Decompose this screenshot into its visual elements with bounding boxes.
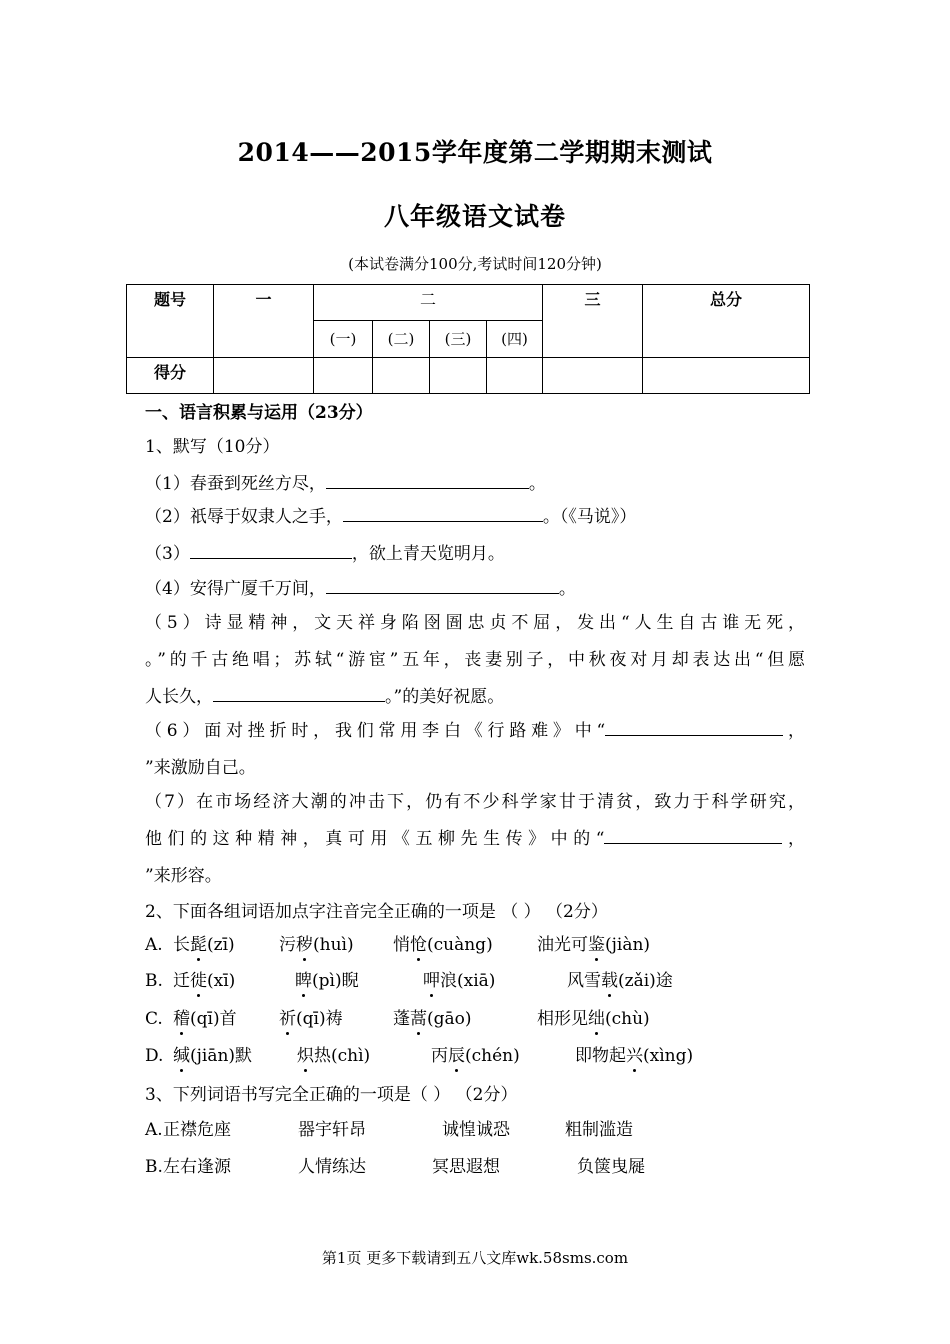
header-cell-san: 三 xyxy=(543,285,643,358)
q3-option-b[interactable]: B.左右逢源 人情练达 冥思遐想 负箧曳屣 xyxy=(145,1157,645,1177)
score-cell-er-3[interactable] xyxy=(430,357,487,393)
answer-blank[interactable] xyxy=(326,470,529,489)
q2-option-c[interactable]: C. 稽(qī)首 祈(qī)祷 蓬蒿(gāo) 相形见绌(chù) xyxy=(145,1009,650,1029)
exam-note: (本试卷满分100分,考试时间120分钟) xyxy=(348,255,602,273)
q1-item-4: （4）安得广厦千万间， 。 xyxy=(145,574,576,599)
answer-blank[interactable] xyxy=(605,717,783,736)
header-cell-yi: 一 xyxy=(214,285,314,358)
score-cell-er-2[interactable] xyxy=(373,357,430,393)
q1-item-5-line3: 人长久， 。”的美好祝愿。 xyxy=(145,682,504,707)
answer-blank[interactable] xyxy=(190,540,352,559)
header-cell-zongfen: 总分 xyxy=(643,285,810,358)
q1-item-5-line2: 。”的千古绝唱；苏轼“游宦”五年，丧妻别子，中秋夜对月却表达出“但愿 xyxy=(145,650,805,670)
answer-blank[interactable] xyxy=(213,683,385,702)
q1-item-7-line3: ”来形容。 xyxy=(145,866,222,886)
q1-item-1: （1）春蚕到死丝方尽， 。 xyxy=(145,469,546,494)
score-cell-san[interactable] xyxy=(543,357,643,393)
subheader-cell-1: (一) xyxy=(314,321,373,357)
answer-blank[interactable] xyxy=(604,825,782,844)
q1-item-5-line1: （5）诗显精神，文天祥身陷囹圄忠贞不屈，发出“人生自古谁无死， xyxy=(145,613,805,633)
q1-item-7-line2: 他们的这种精神，真可用《五柳先生传》中的“ ， xyxy=(145,824,805,849)
q3-title: 3、下列词语书写完全正确的一项是（ ） （2分） xyxy=(145,1085,518,1105)
page-footer: 第1页 更多下载请到五八文库wk.58sms.com xyxy=(321,1249,629,1267)
answer-blank[interactable] xyxy=(343,503,543,522)
q2-option-b[interactable]: B. 迁徙(xī) 睥(pì)睨 呷浪(xiā) 风雪载(zǎi)途 xyxy=(145,971,673,991)
header-cell-er: 二 xyxy=(314,285,543,321)
q1-item-3: （3） ，欲上青天览明月。 xyxy=(145,539,505,564)
q2-title: 2、下面各组词语加点字注音完全正确的一项是 （ ） （2分） xyxy=(145,902,608,922)
q1-item-6-line1: （6）面对挫折时，我们常用李白《行路难》中“ ， xyxy=(145,716,805,741)
q1-item-7-line1: （7）在市场经济大潮的冲击下，仍有不少科学家甘于清贫，致力于科学研究， xyxy=(145,792,805,812)
q2-option-d[interactable]: D. 缄(jiān)默 炽热(chì) 丙辰(chén) 即物起兴(xìng) xyxy=(145,1046,694,1066)
score-cell-total[interactable] xyxy=(643,357,810,393)
score-table xyxy=(126,284,810,394)
score-cell-er-1[interactable] xyxy=(314,357,373,393)
q1-item-6-line2: ”来激励自己。 xyxy=(145,758,256,778)
q1-title: 1、默写（10分） xyxy=(145,437,280,457)
exam-title: 2014——2015学年度第二学期期末测试 xyxy=(237,138,713,167)
section-heading: 一、语言积累与运用（23分） xyxy=(145,403,373,423)
subheader-cell-3: (三) xyxy=(430,321,487,357)
header-cell-tihao: 题号 xyxy=(127,285,214,358)
subheader-cell-2: (二) xyxy=(373,321,430,357)
q1-item-2: （2）祇辱于奴隶人之手， 。（《马说》） xyxy=(145,502,636,527)
score-cell-yi[interactable] xyxy=(214,357,314,393)
score-cell-er-4[interactable] xyxy=(487,357,543,393)
answer-blank[interactable] xyxy=(326,575,559,594)
exam-subtitle: 八年级语文试卷 xyxy=(383,202,566,231)
q2-option-a[interactable]: A. 长髭(zī) 污秽(huì) 悄怆(cuàng) 油光可鉴(jiàn) xyxy=(145,935,651,955)
score-row-label: 得分 xyxy=(127,357,214,393)
subheader-cell-4: (四) xyxy=(487,321,543,357)
q3-option-a[interactable]: A.正襟危座 器宇轩昂 诚惶诚恐 粗制滥造 xyxy=(145,1120,633,1140)
